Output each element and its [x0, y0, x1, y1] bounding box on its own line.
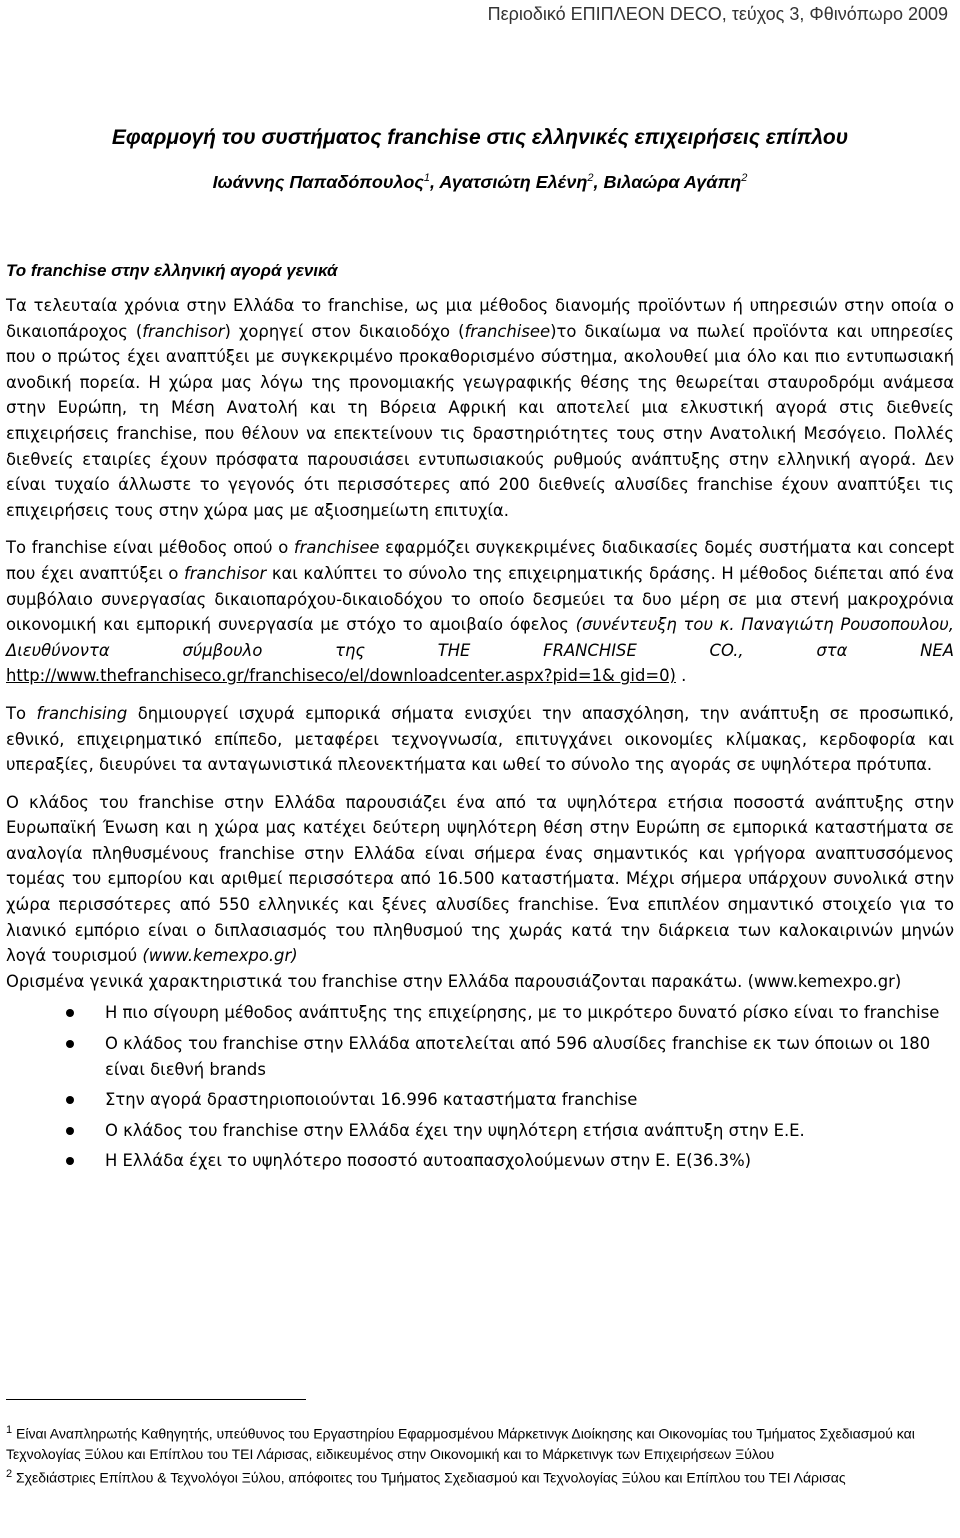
- paragraph-text: Το franchise είναι μέθοδος οπού ο: [6, 538, 294, 558]
- paragraph-text: και καλύπτει το σύνολο της επιχειρηματικής δράσης. Η μέθοδος διέπεται από ένα συμβόλαιο συνεργασίας δικαιοπαρόχου-δικαιοδόχου το οποίο δεσμεύει τα δυο μέρη σε μια στενή μακροχρόνια οικονομική και εμπορική συνεργασία με στόχο το αμοιβαίο όφελος: [6, 563, 954, 635]
- body-paragraph: [6, 293, 954, 523]
- term-italic: franchisee: [464, 321, 551, 341]
- paragraph-text: ) χορηγεί στον δικαιοδόχο (: [224, 321, 465, 341]
- footnote-text: Σχεδιάστριες Επίπλου & Τεχνολόγοι Ξύλου, απόφοιτες του Τμήματος Σχεδιασμού και Τεχνολογίας Ξύλου και Επίπλου του ΤΕΙ Λάρισας: [16, 1469, 846, 1486]
- paragraph-text: Τα τελευταία χρόνια στην Ελλάδα το franchise, ως μια μέθοδος διανομής προϊόντων ή υπηρεσιών στην οποία ο δικαιοπάροχος (: [6, 296, 954, 341]
- footnote-number: 1: [6, 1424, 13, 1436]
- body-paragraph: [6, 535, 954, 689]
- term-italic: franchising: [36, 703, 128, 723]
- list-item-text: Στην αγορά δραστηριοποιούνται 16.996 καταστήματα franchise: [105, 1090, 638, 1110]
- author-footnote-ref: 1: [423, 172, 431, 184]
- list-item: [6, 1148, 954, 1174]
- author-footnote-ref: 2: [587, 172, 594, 184]
- term-italic: franchisor: [184, 563, 267, 583]
- list-item: [6, 1031, 954, 1082]
- author-name: Αγατσιώτη Ελένη: [439, 172, 588, 192]
- term-italic: franchisee: [293, 538, 380, 558]
- footnote-number: 2: [6, 1467, 13, 1480]
- list-item-text: Ο κλάδος του franchise στην Ελλάδα αποτελείται από 596 αλυσίδες franchise εκ των όποιων οι 180 είναι διεθνή brands: [105, 1034, 931, 1079]
- footnote-divider: [6, 1399, 306, 1400]
- article-title: Εφαρμογή του συστήματος franchise στις ελληνικές επιχειρήσεις επίπλου: [111, 126, 849, 149]
- list-item-text: Η Ελλάδα έχει το υψηλότερο ποσοστό αυτοαπασχολούμενων στην Ε. Ε(36.3%): [105, 1151, 752, 1171]
- list-item-text: Η πιο σίγουρη μέθοδος ανάπτυξης της επιχείρησης, με το μικρότερο δυνατό ρίσκο είναι το franchise: [105, 1003, 940, 1023]
- paragraph-text: δημιουργεί ισχυρά εμπορικά σήματα ενισχύει την απασχόληση, την ανάπτυξη σε προσωπικό, εθνικό, επιχειρηματικό επίπεδο, μεταφέρει τεχνογνωσία, επιτυγχάνει οικονομίες κλίμακας, κερδοφορία και υπεραξίες, διευρύνει τα ανταγωνιστικά πλεονεκτήματα και ωθεί το σύνολο της αγοράς σε υψηλότερα πρότυπα.: [6, 703, 954, 775]
- body-paragraph: Ορισμένα γενικά χαρακτηριστικά του franchise στην Ελλάδα παρουσιάζονται παρακάτω. (www.kemexpo.gr): [6, 971, 902, 991]
- section-heading: Το franchise στην ελληνική αγορά γενικά: [6, 261, 338, 280]
- footnotes: [6, 1420, 950, 1487]
- author-footnote-ref: 2: [741, 172, 748, 184]
- author-separator: ,: [593, 172, 604, 192]
- footnote-text: Είναι Αναπληρωτής Καθηγητής, υπεύθυνος του Εργαστηρίου Εφαρμοσμένου Μάρκετινγκ Διοίκησης και Οικονομίας του Τμήματος Σχεδιασμού και Τεχνολογίας Ξύλου και Επίπλου του ΤΕΙ Λάρισας, ειδικευμένος στην Οικονομική και το Μάρκετινγκ των Επιχειρήσεων Ξύλου: [6, 1425, 915, 1462]
- author-separator: ,: [430, 172, 440, 192]
- bullet-icon: [66, 1009, 74, 1017]
- running-header: Περιοδικό ΕΠΙΠΛΕΟΝ DECO, τεύχος 3, Φθινόπωρο 2009: [487, 4, 948, 24]
- list-item: [6, 1087, 954, 1113]
- bullet-icon: [66, 1040, 74, 1048]
- author-name: Βιλαώρα Αγάπη: [603, 172, 742, 192]
- source-italic: (www.kemexpo.gr): [142, 946, 298, 966]
- features-list: [6, 1000, 954, 1174]
- paragraph-text: Το: [6, 703, 37, 723]
- bullet-icon: [66, 1096, 74, 1104]
- source-link[interactable]: http://www.thefranchiseco.gr/franchiseco/el/downloadcenter.aspx?pid=1& gid=0): [6, 666, 676, 686]
- paragraph-text: .: [681, 666, 687, 686]
- paragraph-text: εφαρμόζει συγκεκριμένες διαδικασίες δομές συστήματα και concept που έχει αναπτύξει ο: [6, 538, 955, 583]
- list-item-text: Ο κλάδος του franchise στην Ελλάδα έχει την υψηλότερη ετήσια ανάπτυξη στην Ε.Ε.: [105, 1120, 805, 1140]
- bullet-icon: [66, 1157, 74, 1165]
- author-line: [0, 172, 960, 193]
- author-name: Ιωάννης Παπαδόπουλος: [212, 172, 424, 192]
- term-italic: franchisor: [142, 321, 225, 341]
- paragraph-text: Ο κλάδος του franchise στην Ελλάδα παρουσιάζει ένα από τα υψηλότερα ετήσια ποσοστά ανάπτυξης στην Ευρωπαϊκή Ένωση και η χώρα μας κατέχει δεύτερη υψηλότερη θέση στην Ευρώπη σε εμπορικά καταστήματα σε αναλογία πληθυσμένους franchise στην Ελλάδα είναι σήμερα ένας σημαντικός και γρήγορα αναπτυσσόμενος τομέας του εμπορίου και αριθμεί περισσότερα από 16.500 καταστήματα. Μέχρι σήμερα υπάρχουν συνολικά στην χώρα περισσότερες από 550 ελληνικές και ξένες αλυσίδες franchise. Ένα επιπλέον σημαντικό στοιχείο για το λιανικό εμπόριο είναι ο διπλασιασμός του πληθυσμού της χωράς κατά την διάρκεια των καλοκαιρινών μηνών λογά τουρισμού: [6, 792, 954, 966]
- paragraph-text: )το δικαίωμα να πωλεί προϊόντα και υπηρεσίες που ο πρώτος έχει αναπτύξει με συγκεκριμένο προκαθορισμένο σύστημα, ακολουθεί μια όλο και πιο εντυπωσιακή ανοδική πορεία. Η χώρα μας λόγω της προνομιακής γεωγραφικής θέσης της θεωρείται σταυροδρόμι ανάμεσα στην Ευρώπη, τη Μέση Ανατολή και τη Βόρεια Αφρική και αποτελεί μια ελκυστική αγορά στις διεθνείς επιχειρήσεις franchise, που θέλουν να επεκτείνουν τις δραστηριότητες τους στην Ανατολική Μεσόγειο. Πολλές διεθνείς εταιρίες έχουν πρόσφατα παρουσιάσει εντυπωσιακούς ρυθμούς ανάπτυξης στην ελληνική αγορά. Δεν είναι τυχαίο άλλωστε το γεγονός ότι περισσότερες από 200 διεθνείς αλυσίδες franchise έχουν αναπτύξει τις επιχειρήσεις τους στην χώρα μας με αξιοσημείωτη επιτυχία.: [6, 321, 954, 520]
- body-paragraph: [6, 790, 954, 969]
- list-item: [6, 1000, 954, 1026]
- article-body: [6, 293, 954, 1179]
- list-item: [6, 1118, 954, 1144]
- footnote: [6, 1464, 950, 1488]
- body-paragraph: [6, 701, 954, 778]
- citation-italic: (συνέντευξη του κ. Παναγιώτη Ρουσοπουλου, Διευθύνοντα σύμβουλο της THE FRANCHISE CO., στα ΝΕΑ: [6, 615, 954, 660]
- footnote: [6, 1420, 950, 1464]
- bullet-icon: [66, 1127, 74, 1135]
